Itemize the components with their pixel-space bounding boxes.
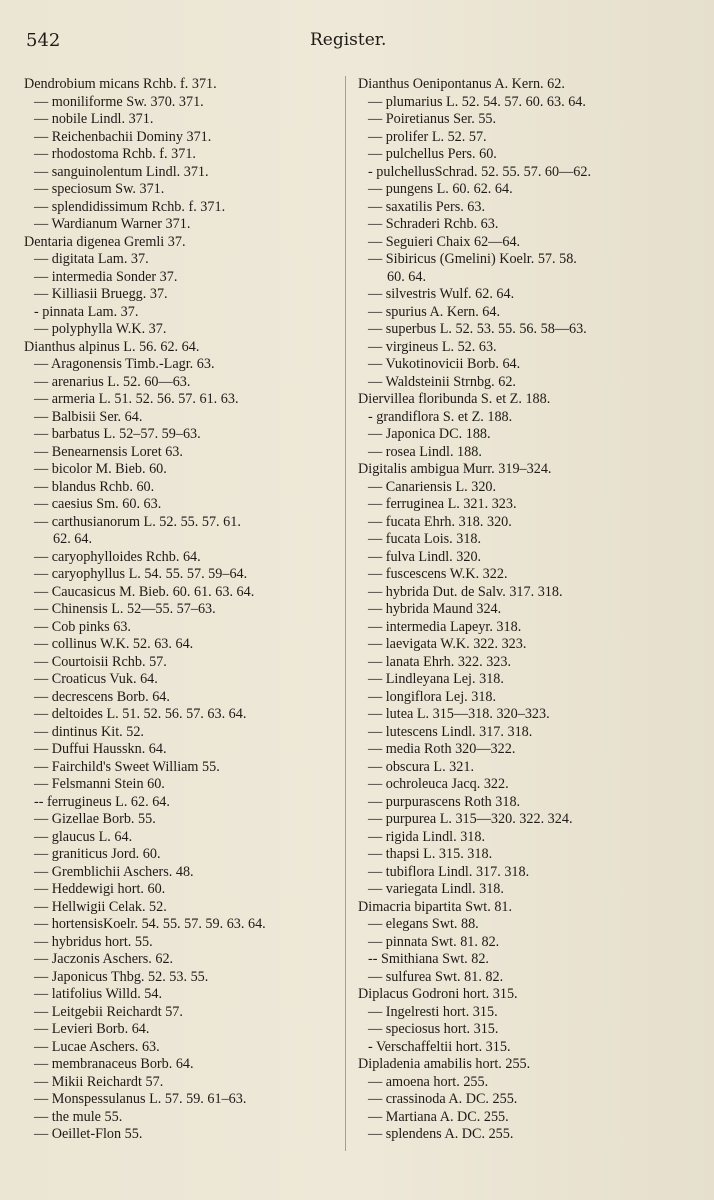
index-entry: — Balbisii Ser. 64.: [34, 408, 143, 425]
index-entry: — Vukotinovicii Borb. 64.: [368, 356, 521, 372]
index-entry-heading: Digitalis ambigua Murr. 319–324.: [358, 461, 552, 477]
index-entry: — Seguieri Chaix 62—64.: [368, 233, 521, 250]
index-entry: — pulchellus Pers. 60.: [368, 146, 497, 162]
index-entry: — speciosum Sw. 371.: [34, 181, 165, 197]
index-entry: — caryophyllus L. 54. 55. 57. 59–64.: [34, 566, 248, 582]
index-entry: — superbus L. 52. 53. 55. 56. 58—63.: [368, 321, 587, 337]
index-entry: — silvestris Wulf. 62. 64.: [368, 286, 515, 302]
index-entry: — ferruginea L. 321. 323.: [368, 496, 517, 512]
index-entry: — spurius A. Kern. 64.: [368, 303, 501, 320]
index-entry: — blandus Rchb. 60.: [34, 478, 155, 495]
index-entry: — caryophylloides Rchb. 64.: [34, 548, 201, 565]
index-entry: — plumarius L. 52. 54. 57. 60. 63. 64.: [368, 93, 586, 110]
index-entry: — Caucasicus M. Bieb. 60. 61. 63. 64.: [34, 583, 255, 600]
index-entry: — Martiana A. DC. 255.: [368, 1108, 509, 1125]
index-entry: — tubiflora Lindl. 317. 318.: [368, 863, 530, 880]
index-entry: — lutea L. 315—318. 320–323.: [368, 706, 550, 722]
index-entry: — caesius Sm. 60. 63.: [34, 496, 162, 512]
index-entry-continuation: 60. 64.: [387, 268, 427, 285]
index-entry-heading: Dentaria digenea Gremli 37.: [24, 233, 186, 250]
index-entry: — Wardianum Warner 371.: [34, 216, 191, 232]
index-entry: — membranaceus Borb. 64.: [34, 1056, 194, 1072]
index-entry: — laevigata W.K. 322. 323.: [368, 636, 527, 652]
index-entry: — bicolor M. Bieb. 60.: [34, 461, 167, 477]
index-entry: — fucata Ehrh. 318. 320.: [368, 513, 512, 530]
index-entry-heading: Dianthus Oenipontanus A. Kern. 62.: [358, 76, 565, 92]
index-entry: — lanata Ehrh. 322. 323.: [368, 653, 512, 670]
page-number: 542: [26, 30, 61, 51]
index-entry: — Lindleyana Lej. 318.: [368, 671, 504, 687]
index-entry: — rosea Lindl. 188.: [368, 443, 482, 460]
index-entry-continuation: 62. 64.: [53, 531, 93, 547]
index-entry: - pulchellusSchrad. 52. 55. 57. 60—62.: [368, 163, 592, 180]
index-entry: — prolifer L. 52. 57.: [368, 128, 487, 145]
index-entry: — the mule 55.: [34, 1108, 123, 1125]
index-entry: — ochroleuca Jacq. 322.: [368, 776, 509, 792]
index-entry: — elegans Swt. 88.: [368, 916, 479, 932]
index-entry: — barbatus L. 52–57. 59–63.: [34, 426, 201, 442]
index-entry: — Heddewigi hort. 60.: [34, 881, 166, 897]
index-entry: — glaucus L. 64.: [34, 828, 133, 845]
index-entry-heading: Dianthus alpinus L. 56. 62. 64.: [24, 338, 200, 355]
index-entry: — Killiasii Bruegg. 37.: [34, 286, 168, 302]
index-entry: — Waldsteinii Strnbg. 62.: [368, 373, 516, 390]
index-entry: — polyphylla W.K. 37.: [34, 321, 167, 337]
index-entry: — Reichenbachii Dominy 371.: [34, 128, 212, 145]
index-entry: — rigida Lindl. 318.: [368, 828, 486, 845]
index-entry: — Fairchild's Sweet William 55.: [34, 758, 220, 775]
index-entry: — decrescens Borb. 64.: [34, 688, 170, 705]
index-entry: — Schraderi Rchb. 63.: [368, 216, 499, 232]
index-entry: — hortensisKoelr. 54. 55. 57. 59. 63. 64.: [34, 916, 266, 932]
index-entry: — Mikii Reichardt 57.: [34, 1073, 164, 1090]
index-entry: — pinnata Swt. 81. 82.: [368, 933, 500, 950]
index-entry: — thapsi L. 315. 318.: [368, 846, 493, 862]
index-entry: — obscura L. 321.: [368, 758, 474, 775]
index-entry: — pungens L. 60. 62. 64.: [368, 181, 513, 197]
index-entry: — Chinensis L. 52—55. 57–63.: [34, 601, 216, 617]
index-entry: — Canariensis L. 320.: [368, 478, 497, 495]
index-entry: — moniliforme Sw. 370. 371.: [34, 93, 204, 110]
index-entry: — speciosus hort. 315.: [368, 1021, 499, 1037]
index-entry: — Gizellae Borb. 55.: [34, 811, 156, 827]
index-entry: — Ingelresti hort. 315.: [368, 1003, 498, 1020]
index-entry: — Sibiricus (Gmelini) Koelr. 57. 58.: [368, 251, 577, 267]
page-header: [0, 30, 714, 54]
index-entry: — purpurea L. 315—320. 322. 324.: [368, 811, 573, 827]
index-entry: — Cob pinks 63.: [34, 618, 131, 635]
index-entry: — Levieri Borb. 64.: [34, 1021, 150, 1037]
index-entry: — collinus W.K. 52. 63. 64.: [34, 636, 194, 652]
index-entry: — saxatilis Pers. 63.: [368, 198, 486, 215]
index-entry: — Croaticus Vuk. 64.: [34, 671, 158, 687]
index-entry: — Courtoisii Rchb. 57.: [34, 653, 167, 670]
index-entry: — Japonica DC. 188.: [368, 426, 491, 442]
index-entry: — fulva Lindl. 320.: [368, 548, 482, 565]
index-entry: — Aragonensis Timb.-Lagr. 63.: [34, 356, 215, 372]
index-entry: — Japonicus Thbg. 52. 53. 55.: [34, 968, 209, 985]
index-entry: — intermedia Lapeyr. 318.: [368, 618, 522, 635]
index-entry: — media Roth 320—322.: [368, 741, 516, 757]
index-entry: — intermedia Sonder 37.: [34, 268, 178, 285]
index-entry: — Oeillet-Flon 55.: [34, 1126, 143, 1142]
index-entry: — nobile Lindl. 371.: [34, 111, 154, 127]
index-entry: — carthusianorum L. 52. 55. 57. 61.: [34, 513, 241, 530]
index-entry: — hybrida Maund 324.: [368, 601, 502, 617]
index-entry: — splendens A. DC. 255.: [368, 1126, 514, 1142]
index-entry: — sulfurea Swt. 81. 82.: [368, 968, 504, 985]
index-entry: — digitata Lam. 37.: [34, 251, 149, 267]
index-entry: — latifolius Willd. 54.: [34, 986, 163, 1002]
index-column-left: [24, 76, 354, 1144]
index-entry: — Gremblichii Aschers. 48.: [34, 863, 194, 880]
index-entry: - Verschaffeltii hort. 315.: [368, 1038, 511, 1055]
index-entry: — amoena hort. 255.: [368, 1073, 489, 1090]
index-entry: — lutescens Lindl. 317. 318.: [368, 723, 533, 740]
index-entry: -- ferrugineus L. 62. 64.: [34, 793, 170, 810]
index-entry: — Duffui Hausskn. 64.: [34, 741, 167, 757]
index-entry: — Jaczonis Aschers. 62.: [34, 951, 174, 967]
index-entry: — fucata Lois. 318.: [368, 531, 482, 547]
index-entry-heading: Diervillea floribunda S. et Z. 188.: [358, 391, 551, 407]
index-entry: — longiflora Lej. 318.: [368, 688, 497, 705]
index-column-right: [358, 76, 703, 1144]
index-entry: — hybridus hort. 55.: [34, 933, 153, 950]
index-entry: — sanguinolentum Lindl. 371.: [34, 163, 209, 180]
index-entry-heading: Dimacria bipartita Swt. 81.: [358, 898, 513, 915]
index-entry: — Benearnensis Loret 63.: [34, 443, 183, 460]
index-entry: — Monspessulanus L. 57. 59. 61–63.: [34, 1091, 247, 1107]
index-entry: — deltoides L. 51. 52. 56. 57. 63. 64.: [34, 706, 247, 722]
index-entry: — purpurascens Roth 318.: [368, 793, 521, 810]
index-entry: — Hellwigii Celak. 52.: [34, 898, 167, 915]
index-entry: — Lucae Aschers. 63.: [34, 1038, 160, 1055]
index-entry: — graniticus Jord. 60.: [34, 846, 161, 862]
index-entry: — Leitgebii Reichardt 57.: [34, 1003, 183, 1020]
index-entry: — arenarius L. 52. 60—63.: [34, 373, 191, 390]
running-title: Register.: [310, 30, 387, 50]
index-entry: — dintinus Kit. 52.: [34, 723, 144, 740]
index-entry-heading: Dendrobium micans Rchb. f. 371.: [24, 76, 217, 92]
index-entry-heading: Dipladenia amabilis hort. 255.: [358, 1056, 531, 1072]
index-entry: — rhodostoma Rchb. f. 371.: [34, 146, 196, 162]
index-entry: — crassinoda A. DC. 255.: [368, 1091, 518, 1107]
index-entry: — hybrida Dut. de Salv. 317. 318.: [368, 583, 563, 600]
index-entry: — Poiretianus Ser. 55.: [368, 111, 497, 127]
index-entry: — splendidissimum Rchb. f. 371.: [34, 198, 226, 215]
index-entry: -- Smithiana Swt. 82.: [368, 951, 489, 967]
index-entry: — virgineus L. 52. 63.: [368, 338, 497, 355]
index-entry-heading: Diplacus Godroni hort. 315.: [358, 986, 518, 1002]
column-divider: [345, 76, 346, 1151]
index-entry: — armeria L. 51. 52. 56. 57. 61. 63.: [34, 391, 239, 407]
index-entry: — fuscescens W.K. 322.: [368, 566, 508, 582]
index-entry: — Felsmanni Stein 60.: [34, 776, 165, 792]
index-entry: - grandiflora S. et Z. 188.: [368, 408, 513, 425]
index-entry: - pinnata Lam. 37.: [34, 303, 139, 320]
index-entry: — variegata Lindl. 318.: [368, 881, 504, 897]
